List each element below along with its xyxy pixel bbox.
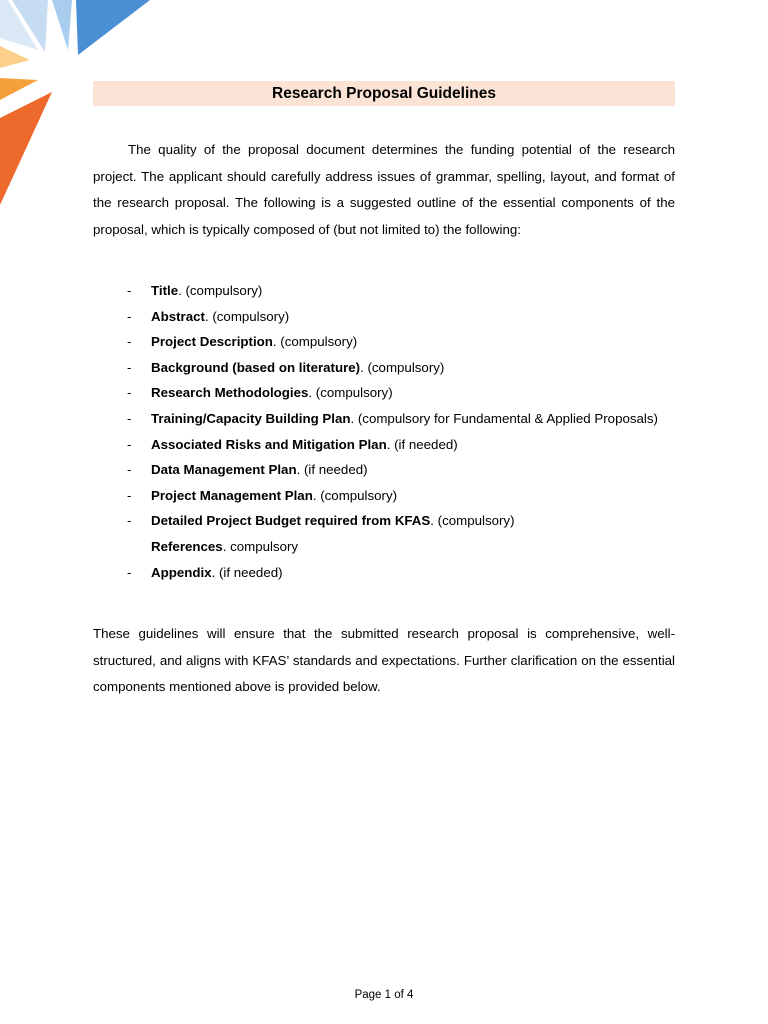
outline-item bbox=[93, 355, 675, 381]
outline-item-note: . (if needed) bbox=[386, 436, 458, 452]
dash-bullet: - bbox=[127, 334, 132, 350]
outline-item-name: Project Description bbox=[151, 334, 273, 350]
outline-list bbox=[93, 278, 675, 585]
outline-item-name: Project Management Plan bbox=[151, 487, 313, 503]
dash-bullet: - bbox=[127, 410, 132, 426]
outline-item bbox=[93, 508, 675, 534]
outline-item bbox=[93, 406, 675, 432]
outline-item bbox=[93, 380, 675, 406]
outline-item-name: Research Methodologies bbox=[151, 385, 309, 401]
outline-item-note: . (compulsory) bbox=[360, 359, 445, 375]
dash-bullet: - bbox=[127, 513, 132, 529]
outline-item-note: . (compulsory) bbox=[312, 487, 398, 503]
dash-bullet: - bbox=[127, 308, 132, 324]
outline-item-name: Appendix bbox=[151, 564, 212, 580]
outline-item bbox=[93, 278, 675, 304]
intro-paragraph: The quality of the proposal document determines the funding potential of the research project. The applicant should carefully address issues of grammar, spelling, layout, and format of the research proposal. The following is a suggested outline of the essential components of the proposal, which is typically composed of (but not limited to) the following: bbox=[93, 142, 675, 237]
outline-item-name: Training/Capacity Building Plan bbox=[151, 410, 351, 426]
outline-item-note: . (compulsory) bbox=[308, 385, 393, 401]
outline-item-note: . (compulsory) bbox=[430, 513, 515, 529]
outline-item-note: . (compulsory for Fundamental & Applied Proposals) bbox=[350, 410, 658, 426]
dash-bullet: - bbox=[127, 359, 132, 375]
dash-bullet: - bbox=[127, 283, 132, 298]
outline-item bbox=[93, 560, 675, 586]
outline-item-name: Title bbox=[151, 283, 179, 298]
outline-item-name: Detailed Project Budget required from KFAS bbox=[151, 513, 431, 529]
outline-item bbox=[93, 534, 675, 560]
outline-item bbox=[93, 457, 675, 483]
document-title: Research Proposal Guidelines bbox=[93, 81, 675, 106]
outline-item-name: Abstract bbox=[151, 308, 205, 324]
dash-bullet: - bbox=[127, 436, 132, 452]
outline-item bbox=[93, 304, 675, 330]
outline-item-note: . (if needed) bbox=[211, 564, 283, 580]
outline-item-name: References bbox=[151, 538, 223, 554]
dash-bullet: - bbox=[127, 487, 132, 503]
outline-item-note: . (compulsory) bbox=[204, 308, 290, 324]
outline-item bbox=[93, 329, 675, 355]
dash-bullet: - bbox=[127, 564, 132, 580]
outline-item-note: . (if needed) bbox=[296, 462, 368, 478]
dash-bullet: - bbox=[127, 385, 132, 401]
outline-item-name: Data Management Plan bbox=[151, 462, 297, 478]
outline-item-name: Associated Risks and Mitigation Plan bbox=[151, 436, 387, 452]
page-footer: Page 1 of 4 bbox=[354, 989, 414, 1001]
outline-item-note: . compulsory bbox=[222, 538, 299, 554]
closing-paragraph: These guidelines will ensure that the submitted research proposal is comprehensive, well-structured, and aligns with KFAS’ standards and expectations. Further clarification on the essential components mentioned above is provided below. bbox=[93, 626, 675, 695]
outline-item-name: Background (based on literature) bbox=[151, 359, 361, 375]
dash-bullet: - bbox=[127, 462, 132, 478]
outline-item-note: . (compulsory) bbox=[272, 334, 358, 350]
outline-item bbox=[93, 432, 675, 458]
outline-item bbox=[93, 483, 675, 509]
outline-item-note: . (compulsory) bbox=[178, 283, 263, 298]
